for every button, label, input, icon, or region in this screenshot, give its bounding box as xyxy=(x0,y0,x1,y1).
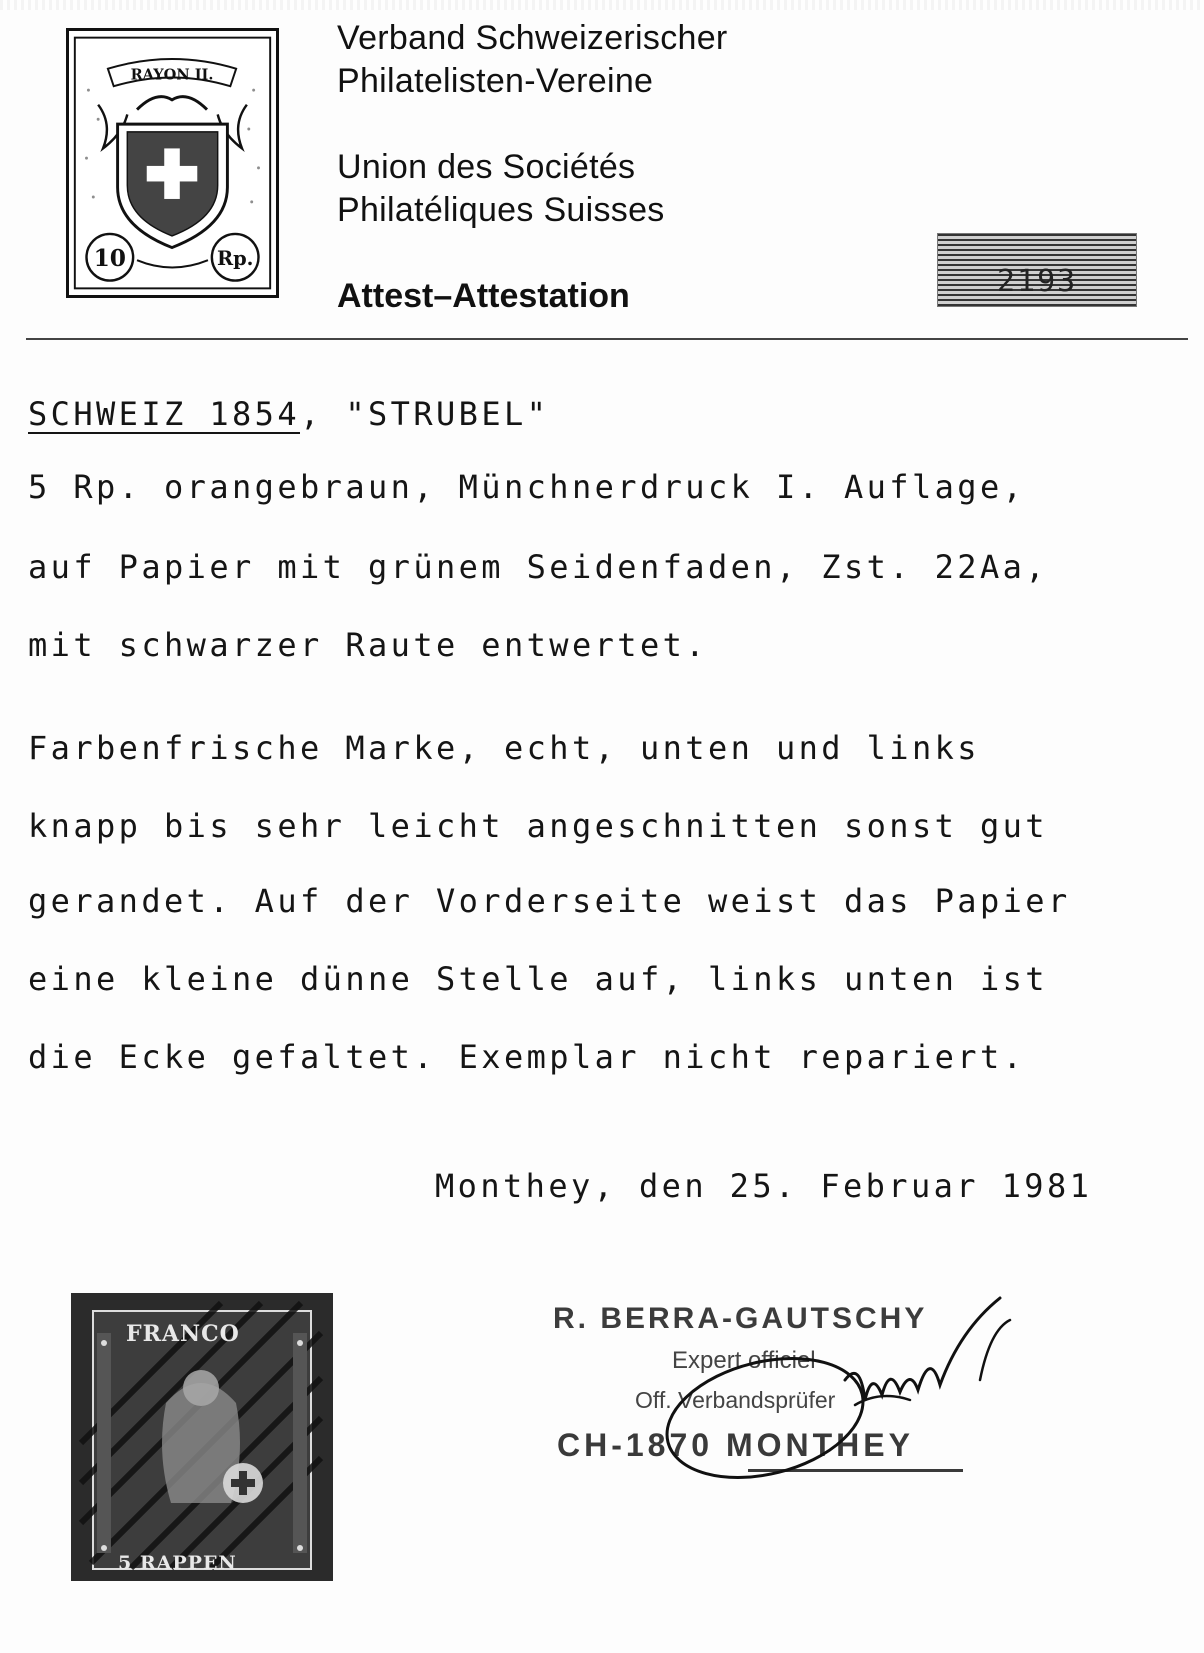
logo-value-right: Rp. xyxy=(216,247,254,271)
subject-line xyxy=(28,395,549,433)
expert-role: Off. Verbandsprüfer xyxy=(635,1387,836,1413)
document-title: Attest–Attestation xyxy=(337,277,630,315)
org-name-de-line1: Verband Schweizerischer xyxy=(337,19,728,57)
org-name-fr-line2: Philatéliques Suisses xyxy=(337,191,665,229)
org-name-fr-line1: Union des Sociétés xyxy=(337,148,636,186)
header-divider xyxy=(26,338,1188,340)
condition-line: Farbenfrische Marke, echt, unten und links xyxy=(28,729,980,767)
expert-title: Expert officiel xyxy=(672,1347,816,1374)
stamp-bottom-label: 5 RAPPEN xyxy=(118,1552,237,1574)
place-date: Monthey, den 25. Februar 1981 xyxy=(435,1167,1093,1205)
condition-line: knapp bis sehr leicht angeschnitten sonst gut xyxy=(28,807,1048,845)
rayon-stamp-drawing xyxy=(69,31,276,295)
swiss-rayon-stamp-logo xyxy=(66,28,279,298)
expert-name: R. BERRA-GAUTSCHY xyxy=(553,1302,928,1335)
condition-line: eine kleine dünne Stelle auf, links unten ist xyxy=(28,960,1048,998)
certificate-number: 2193 xyxy=(997,264,1078,299)
logo-value-left: 10 xyxy=(93,245,127,273)
condition-line: gerandet. Auf der Vorderseite weist das Papier xyxy=(28,882,1071,920)
description-line: mit schwarzer Raute entwertet. xyxy=(28,626,708,664)
stamp-top-label: FRANCO xyxy=(126,1321,240,1347)
org-name-de-line2: Philatelisten-Vereine xyxy=(337,62,654,100)
subject-country-year: SCHWEIZ 1854 xyxy=(28,395,300,433)
subject-issue-name: , "STRUBEL" xyxy=(300,395,550,433)
handwritten-signature xyxy=(660,1290,1100,1490)
description-line: 5 Rp. orangebraun, Münchnerdruck I. Auflage, xyxy=(28,468,1026,506)
logo-top-label: RAYON II. xyxy=(130,66,214,84)
paper-top-edge xyxy=(0,0,1204,10)
expert-address: CH-1870 MONTHEY xyxy=(557,1427,914,1463)
condition-line: die Ecke gefaltet. Exemplar nicht repariert. xyxy=(28,1038,1026,1076)
signature-strokes xyxy=(660,1290,1100,1490)
description-line: auf Papier mit grünem Seidenfaden, Zst. 22Aa, xyxy=(28,548,1048,586)
